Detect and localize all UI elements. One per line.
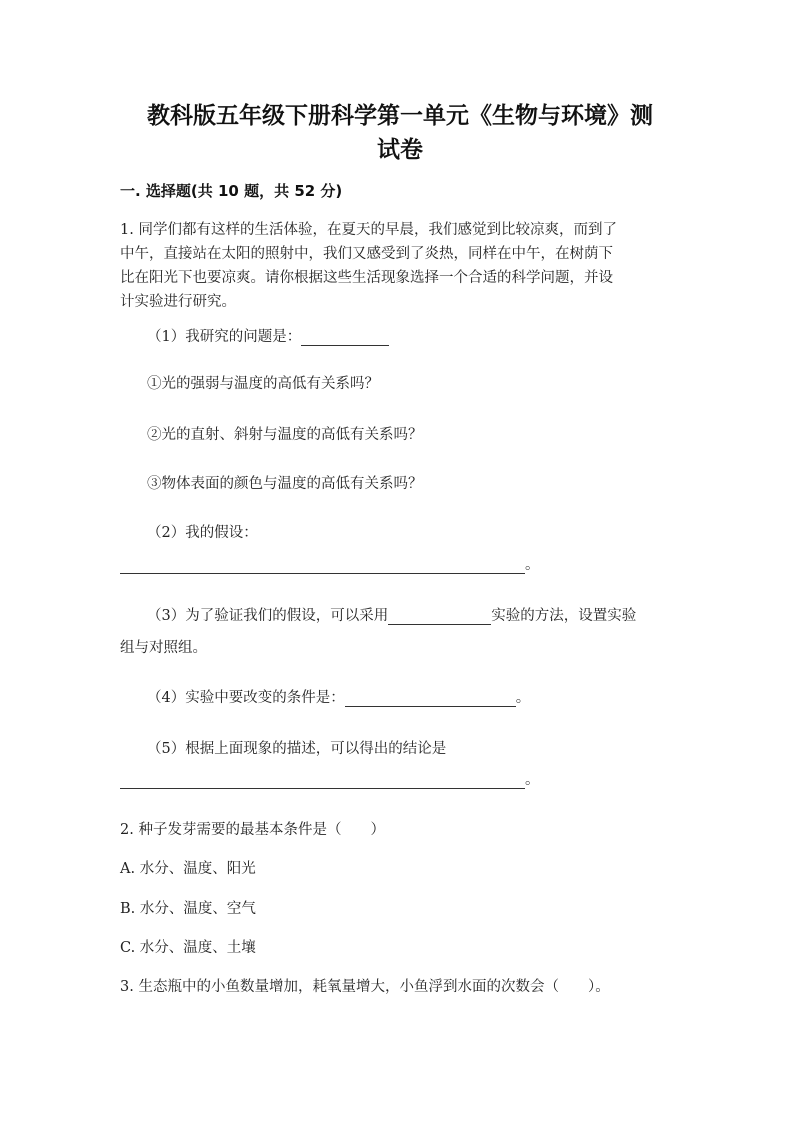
subquestion-3-label-end: 实验的方法，设置实验 [491, 608, 637, 624]
answer-blank[interactable] [120, 556, 525, 574]
option-3: ③物体表面的颜色与温度的高低有关系吗？ [147, 476, 423, 492]
question-2-option-c: C. 水分、温度、土壤 [120, 940, 256, 956]
subquestion-2: （2）我的假设： [147, 525, 258, 541]
question-1-line: 计实验进行研究。 [120, 294, 236, 310]
question-1-line: 中午，直接站在太阳的照射中，我们又感受到了炎热，同样在中午，在树荫下 [120, 246, 613, 262]
section-heading: 一. 选择题(共 10 题，共 52 分) [120, 182, 343, 200]
answer-blank[interactable] [388, 607, 491, 625]
question-1-stem [120, 218, 680, 314]
answer-blank[interactable] [345, 689, 516, 707]
question-1-line: 1. 同学们都有这样的生活体验，在夏天的早晨，我们感觉到比较凉爽，而到了 [120, 222, 617, 238]
subquestion-1 [147, 325, 389, 346]
question-2-option-b: B. 水分、温度、空气 [120, 901, 256, 917]
page-title-line1: 教科版五年级下册科学第一单元《生物与环境》测 [147, 103, 653, 129]
question-1-line: 比在阳光下也要凉爽。请你根据这些生活现象选择一个合适的科学问题，并设 [120, 270, 613, 286]
option-2: ②光的直射、斜射与温度的高低有关系吗？ [147, 427, 423, 443]
subquestion-1-label: （1）我研究的问题是： [147, 329, 302, 345]
subquestion-5: （5）根据上面现象的描述，可以得出的结论是 [147, 741, 447, 757]
subquestion-3 [147, 604, 636, 625]
period-mark: 。 [525, 557, 540, 573]
answer-line-5 [120, 768, 540, 789]
answer-line-2 [120, 553, 540, 574]
question-3-stem: 3. 生态瓶中的小鱼数量增加，耗氧量增大，小鱼浮到水面的次数会（ ）。 [120, 979, 610, 995]
period-mark: 。 [525, 772, 540, 788]
question-2-option-a: A. 水分、温度、阳光 [120, 861, 256, 877]
period-mark: 。 [515, 690, 531, 706]
question-2-stem: 2. 种子发芽需要的最基本条件是（ ） [120, 822, 385, 838]
answer-blank[interactable] [301, 328, 389, 346]
subquestion-4-label: （4）实验中要改变的条件是： [147, 690, 345, 706]
subquestion-3-label: （3）为了验证我们的假设，可以采用 [147, 608, 389, 624]
page-title-line2: 试卷 [377, 137, 423, 163]
answer-blank[interactable] [120, 771, 525, 789]
subquestion-3-continued: 组与对照组。 [120, 640, 207, 656]
option-1: ①光的强弱与温度的高低有关系吗？ [147, 376, 379, 392]
subquestion-4 [147, 686, 530, 707]
